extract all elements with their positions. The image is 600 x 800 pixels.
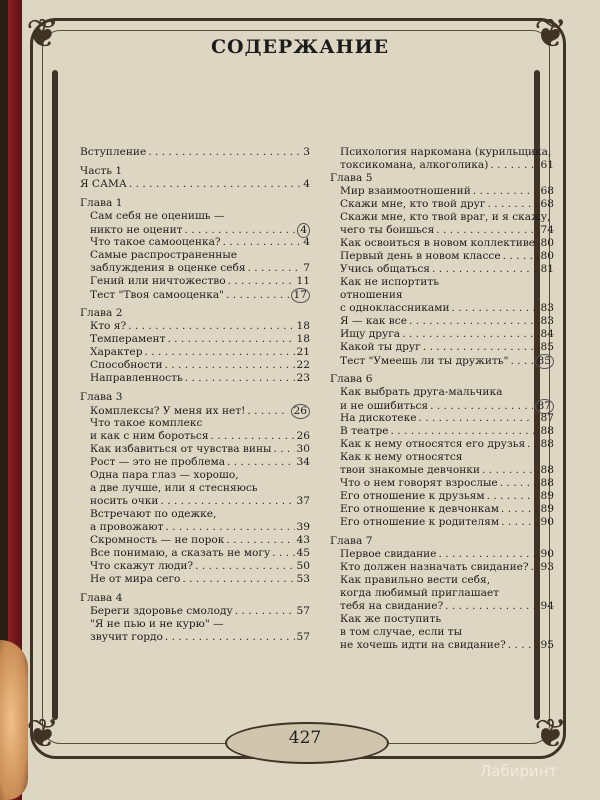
- toc-entry-title: Скажи мне, кто твой друг: [340, 198, 486, 210]
- toc-page-number: 53: [296, 573, 310, 585]
- toc-page-number: 57: [296, 605, 310, 617]
- toc-page-number: 89: [540, 503, 554, 515]
- toc-text-line: Сам себя не оценишь —: [90, 210, 225, 222]
- toc-text-line: в том случае, если ты: [340, 626, 463, 638]
- leader-dots: [501, 503, 539, 516]
- toc-entry: [80, 372, 310, 385]
- toc-entry-title: Ищу друга: [340, 328, 401, 340]
- leader-dots: [432, 263, 539, 276]
- toc-entry-title: а провожают: [90, 521, 164, 533]
- toc-entry: [80, 521, 310, 534]
- toc-entry: [80, 333, 310, 346]
- finger: [0, 640, 28, 800]
- corner-ornament-icon: ❦: [534, 711, 568, 757]
- toc-text-line: Что такое комплекс: [90, 417, 203, 429]
- toc-page-number: 85: [540, 341, 554, 353]
- toc-entry: [330, 516, 554, 529]
- leader-dots: [501, 516, 538, 529]
- toc-entry: [330, 302, 554, 315]
- toc-entry-title: никто не оценит: [90, 224, 183, 236]
- toc-entry-title: Скромность — не порок: [90, 534, 225, 546]
- toc-page-number: 43: [296, 534, 310, 546]
- leader-dots: [473, 185, 539, 198]
- toc-entry: [80, 404, 310, 417]
- leader-dots: [487, 198, 538, 211]
- toc-entry: [80, 262, 310, 275]
- toc-entry-title: токсикомана, алкоголика): [340, 159, 489, 171]
- toc-entry-title: Учись общаться: [340, 263, 430, 275]
- toc-text-line: Одна пара глаз — хорошо,: [90, 469, 239, 481]
- leader-dots: [272, 547, 294, 560]
- leader-dots: [402, 328, 538, 341]
- toc-entry-title: Что о нем говорят взрослые: [340, 477, 498, 489]
- toc-entry-title: Тест "Умеешь ли ты дружить": [340, 355, 509, 367]
- toc-entry: [80, 275, 310, 288]
- toc-entry-title: Мир взаимоотношений: [340, 185, 471, 197]
- left-vine-ornament: [52, 70, 58, 720]
- toc-text-line: Как выбрать друга-мальчика: [340, 386, 503, 398]
- toc-page-number: 50: [296, 560, 310, 572]
- toc-entry-title: Темперамент: [90, 333, 166, 345]
- toc-page-number: 18: [296, 333, 310, 345]
- toc-entry-title: Что такое самооценка?: [90, 236, 221, 248]
- toc-entry: [330, 328, 554, 341]
- toc-page-number: 88: [540, 477, 554, 489]
- toc-page-number: 61: [540, 159, 554, 171]
- toc-entry: [330, 548, 554, 561]
- toc-page-number: 87: [535, 399, 554, 414]
- toc-entry: [330, 438, 554, 451]
- toc-entry: [330, 315, 554, 328]
- toc-entry-title: Его отношение к родителям: [340, 516, 500, 528]
- toc-entry: [330, 412, 554, 425]
- toc-page-number: 7: [303, 262, 310, 274]
- toc-text-line: Самые распространенные: [90, 249, 238, 261]
- section-heading: Глава 6: [330, 373, 373, 385]
- toc-entry: [330, 237, 554, 250]
- toc-entry-title: Его отношение к друзьям: [340, 490, 485, 502]
- toc-text-line: Встречают по одежке,: [90, 508, 217, 520]
- toc-page-number: 74: [540, 224, 554, 236]
- toc-page-number: 68: [540, 185, 554, 197]
- toc-page-number: 22: [296, 359, 310, 371]
- corner-ornament-icon: ❦: [26, 11, 60, 57]
- toc-entry: [330, 600, 554, 613]
- toc-entry-title: Как избавиться от чувства вины: [90, 443, 272, 455]
- toc-page-number: 84: [540, 328, 554, 340]
- leader-dots: [145, 346, 295, 359]
- leader-dots: [273, 443, 294, 456]
- toc-entry-title: твои знакомые девчонки: [340, 464, 480, 476]
- toc-entry: [330, 503, 554, 516]
- toc-page-number: 11: [296, 275, 310, 287]
- toc-page-number: 88: [540, 438, 554, 450]
- toc-entry-title: Тест "Твоя самооценка": [90, 289, 225, 301]
- section-heading: Глава 5: [330, 172, 373, 184]
- toc-page-number: 37: [296, 495, 310, 507]
- toc-page-number: 26: [291, 404, 310, 419]
- toc-page-number: 17: [291, 288, 310, 303]
- toc-page-number: 34: [296, 456, 310, 468]
- toc-entry-title: Какой ты друг: [340, 341, 421, 353]
- toc-entry: [80, 236, 310, 249]
- section-heading: Глава 3: [80, 391, 123, 403]
- leader-dots: [418, 412, 538, 425]
- toc-page-number: 83: [540, 315, 554, 327]
- toc-entry-title: Первый день в новом классе: [340, 250, 501, 262]
- toc-entry: [330, 639, 554, 652]
- toc-entry: [80, 456, 310, 469]
- toc-entry: [330, 250, 554, 263]
- toc-page-number: 68: [540, 198, 554, 210]
- leader-dots: [165, 359, 295, 372]
- toc-entry: [330, 159, 554, 172]
- toc-entry: [330, 561, 554, 574]
- section-heading: Глава 1: [80, 197, 123, 209]
- page-title: СОДЕРЖАНИЕ: [210, 36, 390, 58]
- toc-entry: [80, 631, 310, 644]
- toc-page-number: 18: [296, 320, 310, 332]
- toc-text-line: Как же поступить: [340, 613, 442, 625]
- leader-dots: [161, 495, 295, 508]
- leader-dots: [391, 425, 539, 438]
- toc-text-line: Скажи мне, кто твой враг, и я скажу,: [340, 211, 551, 223]
- toc-entry-title: и как с ним бороться: [90, 430, 209, 442]
- toc-entry: [330, 185, 554, 198]
- toc-entry-title: Кто должен назначать свидание?: [340, 561, 529, 573]
- toc-entry: [330, 490, 554, 503]
- toc-entry: [80, 573, 310, 586]
- leader-dots: [438, 548, 538, 561]
- toc-entry: [330, 425, 554, 438]
- leader-dots: [165, 631, 295, 644]
- toc-entry-title: Я — как все: [340, 315, 407, 327]
- toc-text-line: Как не испортить: [340, 276, 439, 288]
- toc-entry: [330, 464, 554, 477]
- leader-dots: [452, 302, 539, 315]
- leader-dots: [445, 600, 538, 613]
- leader-dots: [503, 250, 539, 263]
- leader-dots: [436, 224, 538, 237]
- corner-ornament-icon: ❦: [26, 711, 60, 757]
- toc-entry-title: Как к нему относятся его друзья: [340, 438, 526, 450]
- toc-entry-title: Рост — это не проблема: [90, 456, 226, 468]
- leader-dots: [227, 456, 294, 469]
- toc-entry: [330, 399, 554, 412]
- leader-dots: [228, 275, 295, 288]
- toc-entry-title: Кто я?: [90, 320, 127, 332]
- toc-entry-title: с одноклассниками: [340, 302, 450, 314]
- toc-entry-title: Гений или ничтожество: [90, 275, 226, 287]
- toc-entry-title: Направленность: [90, 372, 183, 384]
- toc-page-number: 45: [296, 547, 310, 559]
- toc-entry-title: и не ошибиться: [340, 400, 429, 412]
- toc-page-number: 4: [303, 236, 310, 248]
- leader-dots: [423, 341, 539, 354]
- leader-dots: [226, 289, 288, 302]
- toc-entry: [80, 495, 310, 508]
- page-number: 427: [288, 728, 322, 748]
- leader-dots: [182, 573, 294, 586]
- leader-dots: [527, 438, 538, 451]
- toc-entry: [330, 477, 554, 490]
- toc-page-number: 94: [540, 600, 554, 612]
- toc-page-number: 26: [296, 430, 310, 442]
- toc-entry-title: тебя на свидание?: [340, 600, 444, 612]
- toc-entry: [80, 223, 310, 236]
- leader-dots: [195, 560, 294, 573]
- toc-entry-title: Я САМА: [80, 178, 127, 190]
- toc-page-number: 39: [296, 521, 310, 533]
- toc-page-number: 89: [540, 490, 554, 502]
- toc-entry-title: Комплексы? У меня их нет!: [90, 405, 246, 417]
- toc-text-line: а две лучше, или я стесняюсь: [90, 482, 258, 494]
- toc-page-number: 90: [540, 516, 554, 528]
- toc-entry-title: Способности: [90, 359, 163, 371]
- leader-dots: [248, 262, 302, 275]
- toc-entry-title: Первое свидание: [340, 548, 437, 560]
- toc-entry: [330, 198, 554, 211]
- toc-text-line: когда любимый приглашает: [340, 587, 500, 599]
- toc-entry: [330, 224, 554, 237]
- toc-entry-title: Береги здоровье смолоду: [90, 605, 233, 617]
- toc-page-number: 80: [540, 250, 554, 262]
- toc-page-number: 30: [296, 443, 310, 455]
- toc-entry: [80, 359, 310, 372]
- leader-dots: [211, 430, 295, 443]
- toc-entry: [80, 560, 310, 573]
- leader-dots: [226, 534, 294, 547]
- toc-entry: [80, 288, 310, 301]
- toc-page-number: 4: [297, 223, 310, 238]
- toc-right-column: [330, 146, 554, 652]
- toc-entry-title: чего ты боишься: [340, 224, 435, 236]
- section-heading: Часть 1: [80, 165, 123, 177]
- toc-entry: [80, 178, 310, 191]
- toc-entry-title: На дискотеке: [340, 412, 417, 424]
- toc-page-number: 87: [540, 412, 554, 424]
- leader-dots: [490, 159, 538, 172]
- toc-entry: [80, 443, 310, 456]
- toc-text-line: Как правильно вести себя,: [340, 574, 491, 586]
- section-heading: Глава 4: [80, 592, 123, 604]
- toc-text-line: Как к нему относятся: [340, 451, 463, 463]
- toc-text-line: Психология наркомана (курильщика,: [340, 146, 552, 158]
- leader-dots: [510, 355, 532, 368]
- toc-entry-title: Характер: [90, 346, 143, 358]
- leader-dots: [487, 490, 539, 503]
- toc-entry: [80, 320, 310, 333]
- section-heading: Глава 7: [330, 535, 373, 547]
- leader-dots: [500, 477, 539, 490]
- toc-page-number: 4: [303, 178, 310, 190]
- toc-entry-title: Его отношение к девчонкам: [340, 503, 499, 515]
- leader-dots: [129, 178, 301, 191]
- toc-page-number: 80: [540, 237, 554, 249]
- toc-entry-title: Что скажут люди?: [90, 560, 194, 572]
- leader-dots: [148, 146, 301, 159]
- toc-entry: [80, 534, 310, 547]
- toc-page-number: 57: [296, 631, 310, 643]
- toc-entry-title: не хочешь идти на свидание?: [340, 639, 506, 651]
- toc-page-number: 23: [296, 372, 310, 384]
- toc-page-number: 88: [540, 425, 554, 437]
- toc-entry-title: Не от мира сего: [90, 573, 181, 585]
- toc-text-line: отношения: [340, 289, 403, 301]
- toc-page-number: 85: [535, 354, 554, 369]
- toc-entry-title: В театре: [340, 425, 389, 437]
- toc-entry: [80, 346, 310, 359]
- toc-page-number: 81: [540, 263, 554, 275]
- watermark: Лабиринт: [480, 762, 558, 780]
- section-heading: Глава 2: [80, 307, 123, 319]
- leader-dots: [223, 236, 302, 249]
- toc-page-number: 88: [540, 464, 554, 476]
- corner-ornament-icon: ❦: [534, 11, 568, 57]
- leader-dots: [165, 521, 294, 534]
- toc-page-number: 93: [540, 561, 554, 573]
- leader-dots: [185, 372, 295, 385]
- toc-entry: [330, 354, 554, 367]
- toc-entry-title: носить очки: [90, 495, 159, 507]
- toc-text-line: "Я не пью и не курю" —: [90, 618, 224, 630]
- toc-entry: [80, 547, 310, 560]
- toc-entry-title: звучит гордо: [90, 631, 163, 643]
- leader-dots: [167, 333, 294, 346]
- leader-dots: [537, 237, 538, 250]
- leader-dots: [482, 464, 539, 477]
- leader-dots: [409, 315, 539, 328]
- leader-dots: [235, 605, 295, 618]
- leader-dots: [128, 320, 294, 333]
- toc-page-number: 3: [303, 146, 310, 158]
- toc-entry-title: Как освоиться в новом коллективе: [340, 237, 536, 249]
- toc-page-number: 21: [296, 346, 310, 358]
- toc-entry: [330, 263, 554, 276]
- toc-entry-title: Все понимаю, а сказать не могу: [90, 547, 271, 559]
- toc-entry-title: заблуждения в оценке себя: [90, 262, 246, 274]
- toc-entry: [330, 341, 554, 354]
- toc-page-number: 90: [540, 548, 554, 560]
- leader-dots: [531, 561, 539, 574]
- toc-left-column: [80, 146, 310, 644]
- toc-page-number: 83: [540, 302, 554, 314]
- leader-dots: [508, 639, 539, 652]
- toc-entry: [80, 146, 310, 159]
- toc-entry: [80, 430, 310, 443]
- toc-entry-title: Вступление: [80, 146, 147, 158]
- toc-page-number: 95: [540, 639, 554, 651]
- toc-entry: [80, 605, 310, 618]
